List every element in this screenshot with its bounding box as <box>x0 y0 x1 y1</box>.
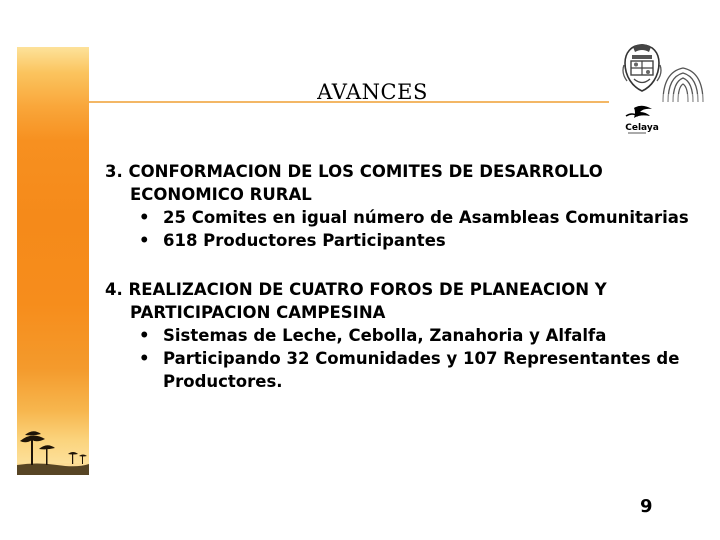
bullet-dot-icon: • <box>139 208 150 227</box>
bullet-list <box>105 324 690 393</box>
section-committees <box>105 160 690 252</box>
page-number: 9 <box>640 496 653 517</box>
bullet-dot-icon: • <box>139 231 150 250</box>
arches-icon <box>661 64 705 104</box>
bullet-dot-icon: • <box>139 326 150 345</box>
slide-title: AVANCES <box>317 80 428 104</box>
list-item-text: 618 Productores Participantes <box>163 231 446 250</box>
bullet-list <box>105 206 690 252</box>
list-item <box>105 324 690 347</box>
decorative-sunset-bar <box>17 47 89 475</box>
celaya-bird-icon <box>622 104 662 136</box>
section-heading: 3. CONFORMACION DE LOS COMITES DE DESARROLLO ECONOMICO RURAL <box>105 162 603 204</box>
list-item <box>105 347 690 393</box>
section-heading: 4. REALIZACION DE CUATRO FOROS DE PLANEACION Y PARTICIPACION CAMPESINA <box>105 280 607 322</box>
list-item <box>105 229 690 252</box>
celaya-logo-text: Celaya <box>625 123 659 133</box>
section-forums <box>105 278 690 393</box>
acacia-trees-silhouette-icon <box>17 425 89 475</box>
coat-of-arms-icon <box>621 43 663 93</box>
list-item-text: 25 Comites en igual número de Asambleas Comunitarias <box>163 208 689 227</box>
bullet-dot-icon: • <box>139 349 150 368</box>
celaya-logo-icon <box>622 104 662 136</box>
slide-content <box>105 160 690 393</box>
list-item-text: Sistemas de Leche, Cebolla, Zanahoria y Alfalfa <box>163 326 607 345</box>
list-item-text: Participando 32 Comunidades y 107 Representantes de Productores. <box>163 349 680 391</box>
list-item <box>105 206 690 229</box>
